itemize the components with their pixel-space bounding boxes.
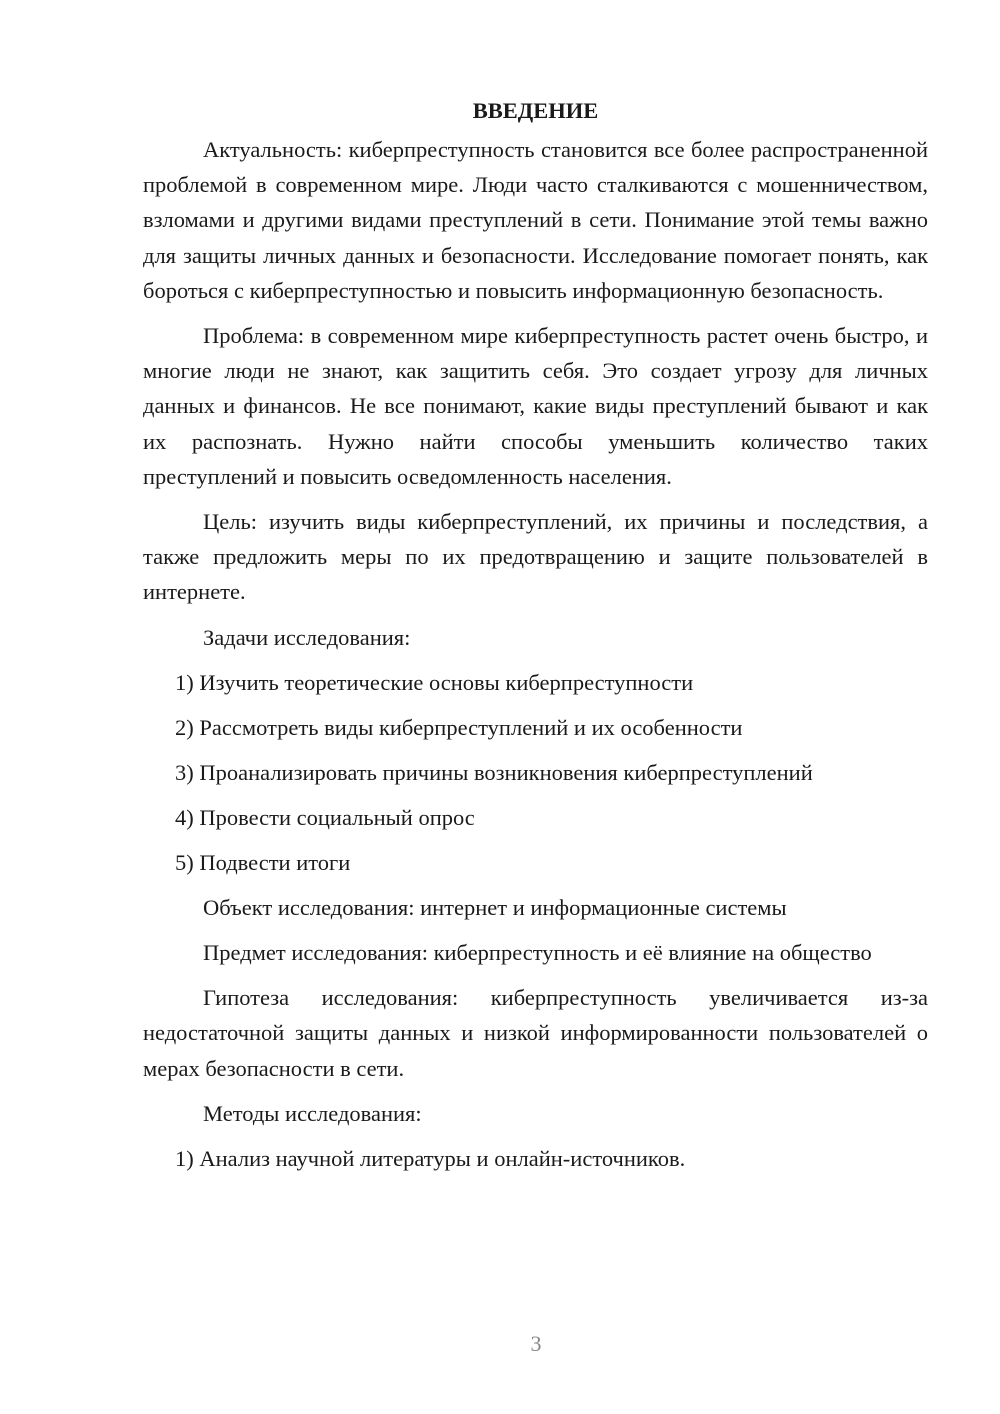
task-item-4: 4) Провести социальный опрос (175, 804, 475, 830)
section-heading: ВВЕДЕНИЕ (472, 98, 599, 123)
object-paragraph: Объект исследования: интернет и информационные системы (203, 894, 787, 920)
page-content (143, 93, 928, 1186)
subject-paragraph: Предмет исследования: киберпреступность и её влияние на общество (203, 940, 872, 966)
task-item-5: 5) Подвести итоги (175, 849, 351, 875)
task-item-1: 1) Изучить теоретические основы киберпреступности (175, 669, 694, 695)
problem-paragraph: Проблема: в современном мире киберпреступность растет очень быстро, и многие люди не знают, как защитить себя. Это создает угрозу для личных данных и финансов. Не все понимают, какие виды преступлений бывают и как их распознать. Нужно найти способы уменьшить количество таких преступлений и повысить осведомленность населения. (143, 323, 928, 489)
task-item-2: 2) Рассмотреть виды киберпреступлений и их особенности (175, 714, 743, 740)
tasks-heading: Задачи исследования: (203, 624, 411, 650)
methods-heading: Методы исследования: (203, 1100, 422, 1126)
method-item-1: 1) Анализ научной литературы и онлайн-источников. (175, 1146, 686, 1172)
page-number: 3 (530, 1331, 542, 1356)
task-item-3: 3) Проанализировать причины возникновения киберпреступлений (175, 759, 813, 785)
goal-paragraph: Цель: изучить виды киберпреступлений, их причины и последствия, а также предложить меры по их предотвращению и защите пользователей в интернете. (143, 509, 928, 605)
relevance-paragraph: Актуальность: киберпреступность становится все более распространенной проблемой в современном мире. Люди часто сталкиваются с мошенничеством, взломами и другими видами преступлений в сети. Понимание этой темы важно для защиты личных данных и безопасности. Исследование помогает понять, как бороться с киберпреступностью и повысить информационную безопасность. (143, 137, 928, 303)
hypothesis-paragraph: Гипотеза исследования: киберпреступность увеличивается из-за недостаточной защиты данных и низкой информированности пользователей о мерах безопасности в сети. (143, 985, 928, 1081)
